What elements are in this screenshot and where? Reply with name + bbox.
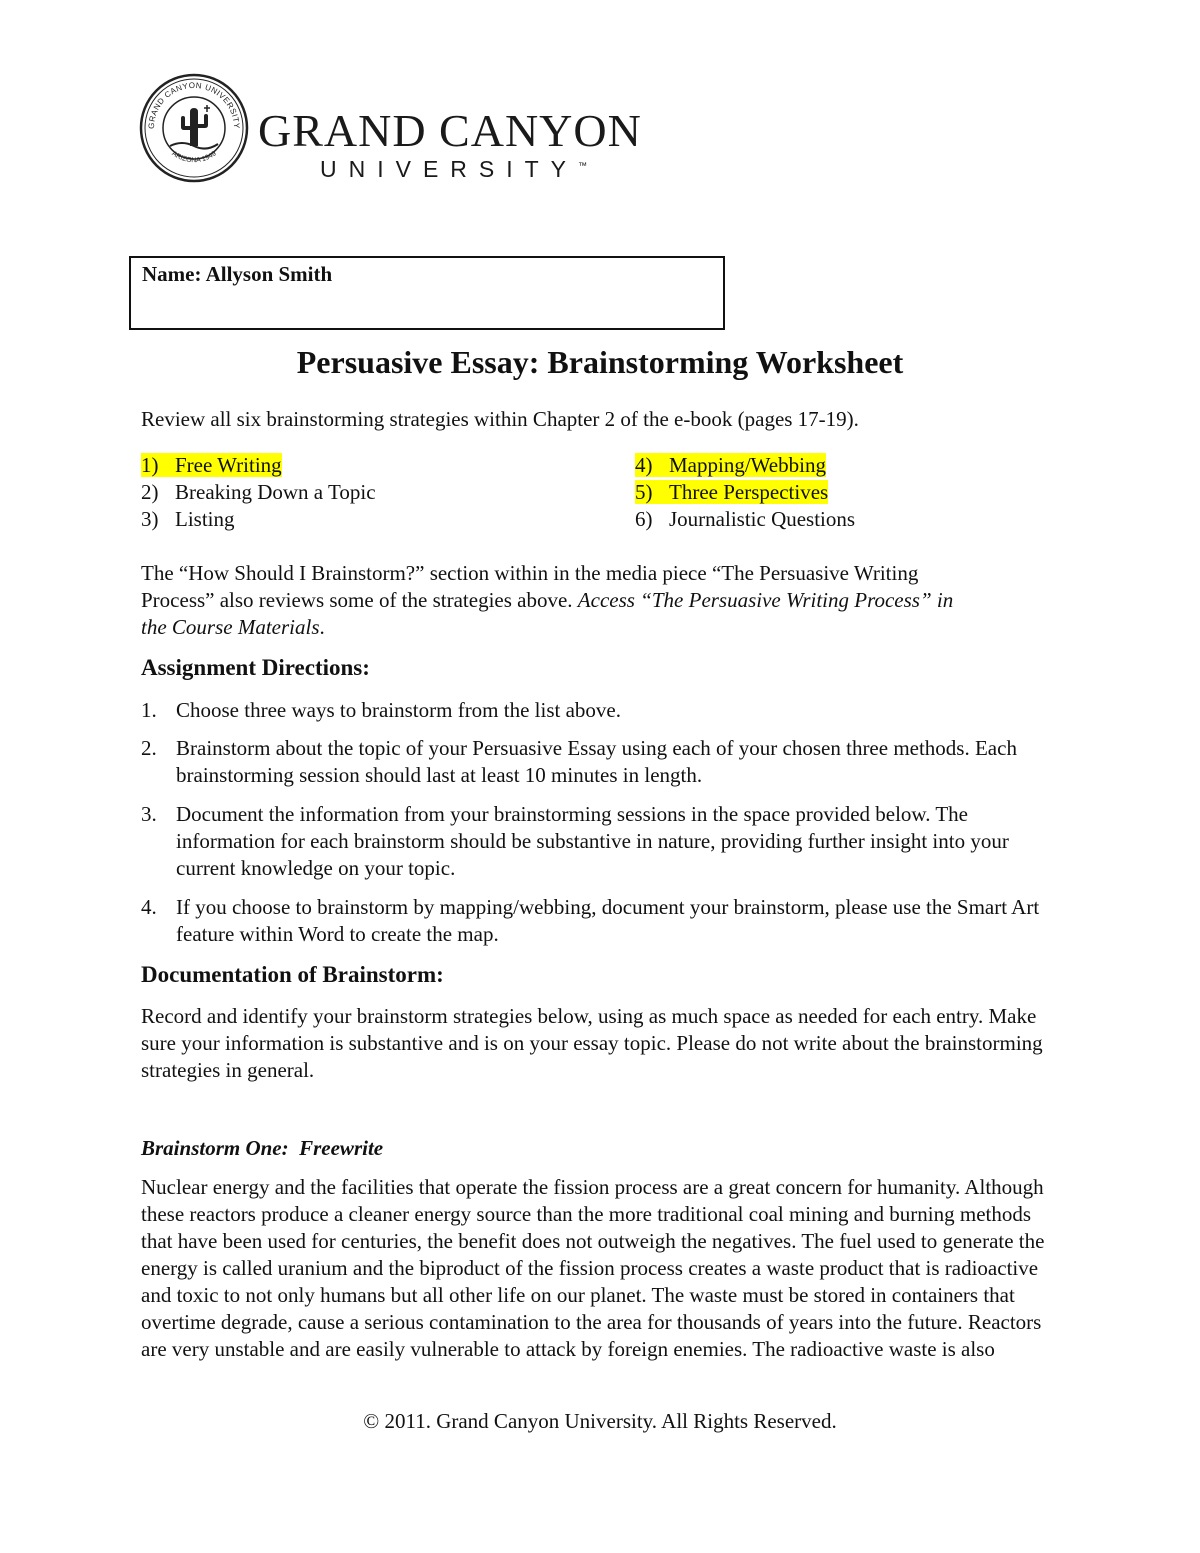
direction-text: Choose three ways to brainstorm from the list above. — [176, 698, 621, 722]
documentation-text: Record and identify your brainstorm strategies below, using as much space as needed for each entry. Make sure your information is substantive and is on your essay topic. Please do not write about the brainstorming strategies in general. — [141, 1004, 1043, 1082]
media-line-2-italic: Access “The Persuasive Writing Process” in — [577, 588, 954, 612]
page-title: Persuasive Essay: Brainstorming Worksheet — [296, 344, 904, 380]
media-line-2-plain: Process” also reviews some of the strategies above. — [141, 588, 578, 612]
strategy-label: Listing — [175, 507, 235, 531]
strategy-number: 1) — [141, 453, 159, 477]
logo-wordmark-university — [320, 156, 587, 183]
name-label: Name: Allyson Smith — [142, 262, 333, 286]
strategy-number: 5) — [635, 480, 653, 504]
strategy-label: Journalistic Questions — [669, 507, 856, 531]
intro-text: Review all six brainstorming strategies within Chapter 2 of the e-book (pages 17-19). — [141, 407, 859, 431]
media-line-2 — [141, 587, 1081, 614]
direction-text: Brainstorm about the topic of your Persuasive Essay using each of your chosen three methods. Each brainstorming session should last at least 10 minutes in length. — [176, 736, 1017, 787]
seal-text: GRAND CANYON UNIVERSITY — [146, 80, 242, 130]
strategy-number: 3) — [141, 507, 159, 531]
university-seal-logo — [138, 72, 250, 184]
logo-university-text: UNIVERSITY — [320, 156, 579, 182]
name-box[interactable] — [129, 256, 725, 330]
strategy-label: Breaking Down a Topic — [175, 480, 376, 504]
strategy-item — [635, 506, 855, 533]
media-line-3-italic: the Course Materials — [141, 615, 320, 639]
direction-number: 2. — [141, 736, 157, 760]
brainstorm-one-text: Nuclear energy and the facilities that operate the fission process are a great concern for humanity. Although these reactors produce a cleaner energy source than the more traditional coal mining and burning methods that have been used for centuries, the benefit does not outweigh the negatives. The fuel used to generate the energy is called uranium and the biproduct of the fission process creates a waste product that is radioactive and toxic to not only humans but all other life on our planet. The waste must be stored in containers that overtime degrade, cause a serious contamination to the area for thousands of years into the future. Reactors are very unstable and are easily vulnerable to attack by foreign enemies. The radioactive waste is also — [141, 1175, 1045, 1361]
strategy-item — [635, 479, 828, 506]
direction-number: 3. — [141, 802, 157, 826]
strategy-label: Free Writing — [175, 453, 282, 477]
media-line-3-end: . — [319, 615, 325, 639]
direction-item — [141, 894, 1061, 948]
direction-item — [141, 801, 1061, 882]
strategy-item — [141, 479, 376, 506]
media-line-3 — [141, 614, 1081, 641]
direction-number: 4. — [141, 895, 157, 919]
direction-text: Document the information from your brainstorming sessions in the space provided below. The information for each brainstorm should be substantive in nature, providing further insight into your current knowledge on your topic. — [176, 802, 1009, 880]
strategy-label: Mapping/Webbing — [669, 453, 826, 477]
documentation-heading: Documentation of Brainstorm: — [141, 962, 444, 987]
direction-item — [141, 735, 1061, 789]
strategy-number: 4) — [635, 453, 653, 477]
direction-item — [141, 697, 1061, 724]
strategy-item — [141, 506, 235, 533]
copyright-footer: © 2011. Grand Canyon University. All Rights Reserved. — [363, 1409, 837, 1433]
trademark-mark: ™ — [578, 160, 588, 171]
brainstorm-one-title: Brainstorm One: Freewrite — [141, 1136, 384, 1160]
strategy-number: 6) — [635, 507, 653, 531]
strategy-item — [635, 452, 826, 479]
strategy-number: 2) — [141, 480, 159, 504]
direction-number: 1. — [141, 698, 157, 722]
directions-heading: Assignment Directions: — [141, 655, 370, 680]
seal-subtext: ARIZONA 1949 — [170, 150, 218, 165]
strategy-item — [141, 452, 282, 479]
strategy-label: Three Perspectives — [669, 480, 829, 504]
media-line-1: The “How Should I Brainstorm?” section within in the media piece “The Persuasive Writing — [141, 561, 919, 585]
logo-wordmark-grand-canyon: GRAND CANYON — [258, 105, 642, 156]
media-paragraph — [141, 560, 1081, 641]
svg-text:ARIZONA 1949 — [170, 150, 217, 164]
direction-text: If you choose to brainstorm by mapping/webbing, document your brainstorm, please use the Smart Art feature within Word to create the map. — [176, 895, 1040, 946]
